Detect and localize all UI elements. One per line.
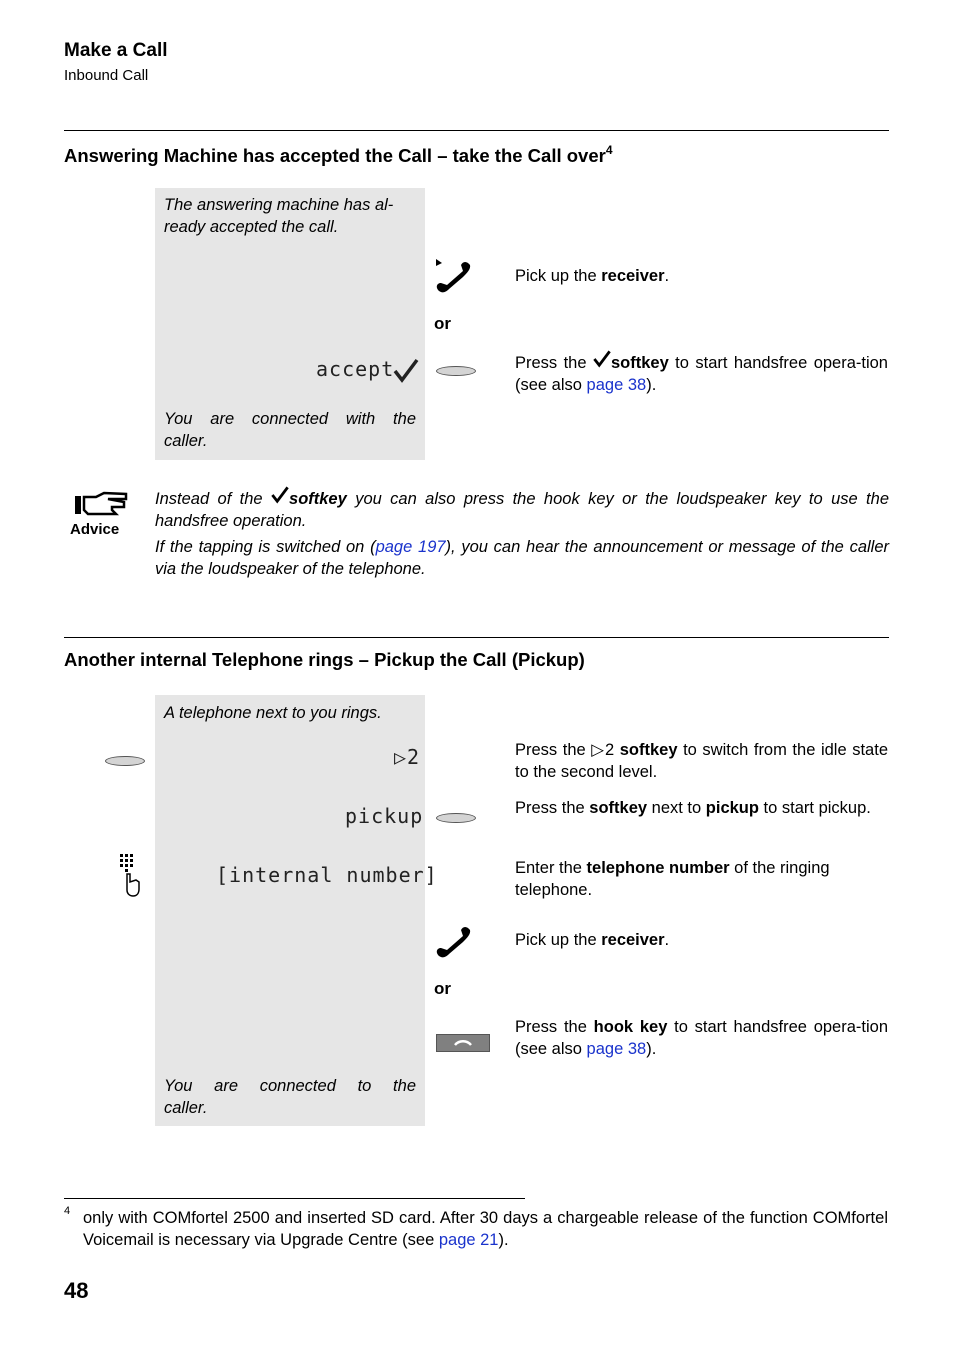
section2-panel-intro: A telephone next to you rings. xyxy=(164,704,382,722)
footnote-text: only with COMfortel 2500 and inserted SD card. After 30 days a chargeable release of the function COMfortel Voicemail is necessary via Upgrade Centre (see page 21). xyxy=(83,1209,888,1249)
softkey-button[interactable] xyxy=(436,813,476,823)
section1-step1-text: Pick up the receiver. xyxy=(515,267,670,285)
section2-heading: Another internal Telephone rings – Pickup the Call (Pickup) xyxy=(64,649,585,670)
section1-heading: Answering Machine has accepted the Call – take the Call over$^4$ xyxy=(64,143,613,166)
display-internal-number: [internal number] xyxy=(216,863,438,887)
page-number: 48 xyxy=(64,1278,89,1303)
page-link[interactable]: page 38 xyxy=(586,1040,647,1058)
section2-or-label: or xyxy=(434,979,451,998)
section2-step3-text: Enter the telephone number of the ringing telephone. xyxy=(515,859,830,899)
chapter-title: Make a Call xyxy=(64,40,168,61)
section1-panel-intro: The answering machine has al-ready accepted the call. xyxy=(164,196,394,236)
softkey-button[interactable] xyxy=(105,756,145,766)
pointing-hand-icon xyxy=(72,490,130,525)
checkmark-icon xyxy=(393,358,419,389)
page-link[interactable]: page 197 xyxy=(375,538,446,556)
display-level-2: ▷2 xyxy=(394,745,421,769)
advice-paragraph-2: If the tapping is switched on (page 197), you can hear the announcement or message of the caller via the loudspeaker of the telephone. xyxy=(155,538,889,578)
section1-step2-text: Press the softkey to start handsfree opera-tion (see also page 38). xyxy=(515,350,888,396)
receiver-icon xyxy=(433,257,473,300)
section1-rule xyxy=(64,130,889,131)
keypad-icon xyxy=(118,852,142,903)
checkmark-icon xyxy=(271,490,289,508)
advice-label: Advice xyxy=(70,521,120,538)
section2-step2-text: Press the softkey next to pickup to start pickup. xyxy=(515,799,871,817)
section2-panel-outro-line2: caller. xyxy=(164,1099,208,1117)
section1-panel-outro-line2: caller. xyxy=(164,432,208,450)
section1-or-label: or xyxy=(434,314,451,333)
section1-panel-outro-line1: You are connected with the xyxy=(164,410,416,428)
handset-icon xyxy=(437,1035,489,1051)
page-link[interactable]: page 38 xyxy=(586,376,647,394)
section2-step5-text: Press the hook key to start handsfree opera-tion (see also page 38). xyxy=(515,1018,888,1058)
level-2-icon: ▷2 xyxy=(591,741,615,759)
display-softkey-accept: accept xyxy=(316,357,395,381)
receiver-icon xyxy=(433,922,473,965)
section2-display-panel xyxy=(155,695,425,1126)
section2-step1-text: Press the ▷2 softkey to switch from the idle state to the second level. xyxy=(515,741,888,781)
footnote-marker[interactable]: 4 xyxy=(605,143,613,157)
section2-panel-outro-line1: You are connected to the xyxy=(164,1077,416,1095)
footnote-number: 4 xyxy=(64,1205,71,1217)
page-link[interactable]: page 21 xyxy=(438,1231,499,1249)
chapter-subtitle: Inbound Call xyxy=(64,67,149,84)
advice-paragraph-1: Instead of the softkey you can also press the hook key or the loudspeaker key to use the handsfree operation. xyxy=(155,486,889,532)
section2-rule xyxy=(64,637,889,638)
softkey-button[interactable] xyxy=(436,366,476,376)
checkmark-icon xyxy=(593,354,611,372)
display-softkey-pickup: pickup xyxy=(345,804,424,828)
section2-step4-text: Pick up the receiver. xyxy=(515,931,670,949)
hook-key-button[interactable] xyxy=(436,1034,490,1052)
footnote-rule xyxy=(64,1198,525,1199)
